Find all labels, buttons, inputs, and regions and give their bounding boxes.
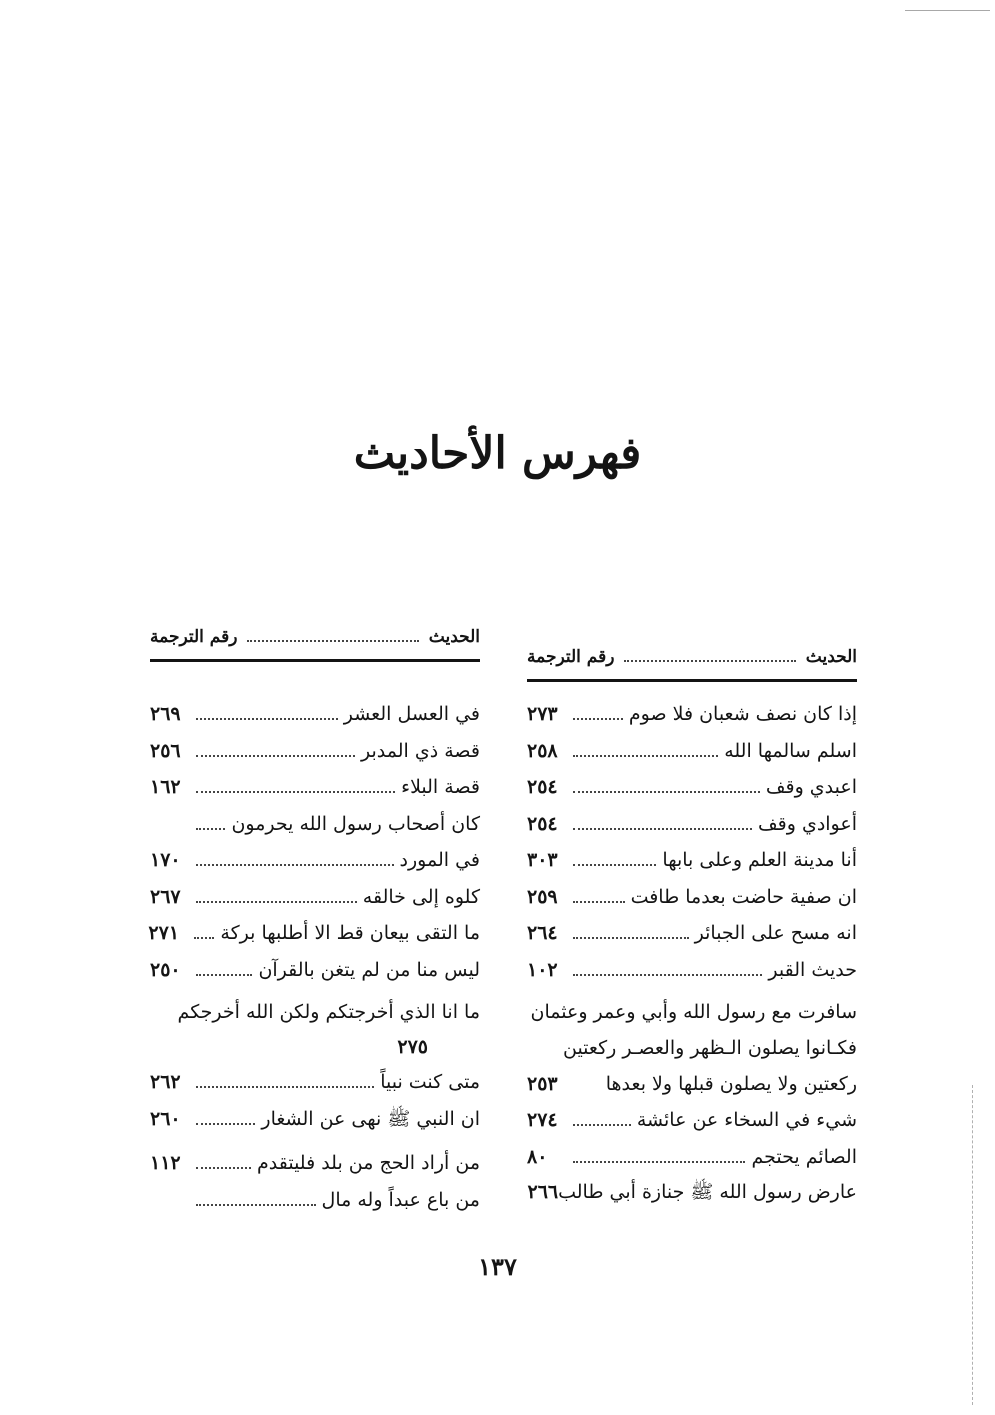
leader-dots [196, 712, 338, 720]
entry-text: انه مسح على الجبائر [694, 922, 857, 944]
multi-line-entry [150, 994, 480, 1064]
leader-dots [624, 652, 795, 662]
column-header [150, 615, 480, 659]
scan-edge-line [905, 10, 990, 11]
scan-edge-line [972, 1085, 973, 1405]
leader-dots [196, 858, 394, 866]
entry-text: فكـانوا يصلون الـظهر والعصـر ركعتين [562, 1037, 857, 1059]
leader-dots [573, 712, 623, 720]
entry-text: سافرت مع رسول الله وأبي وعمر وعثمان [530, 1001, 857, 1023]
list-item [527, 915, 857, 952]
entry-number: ٢٦٦ [527, 1181, 559, 1203]
entry-text: أعوادي وقف [757, 812, 857, 835]
entry-text: كلوه إلى خالقه [362, 885, 480, 908]
entry-text: قصة البلاء [401, 776, 480, 798]
list-item [527, 1139, 857, 1176]
entry-text: في المورد [399, 849, 480, 871]
entry-list [527, 696, 857, 988]
entry-text: قصة ذي المدبر [361, 739, 480, 762]
entry-text: إذا كان نصف شعبان فلا صوم [628, 703, 857, 725]
entry-number: ١٦٢ [150, 776, 181, 798]
entry-text: حديث القبر [768, 958, 857, 981]
leader-dots [573, 858, 656, 866]
hadith-header-label: الحديث [805, 647, 857, 667]
entry-number: ٢٦٤ [527, 922, 558, 944]
leader-dots [196, 785, 395, 793]
list-item [527, 1175, 857, 1209]
multi-line-entry [527, 994, 857, 1102]
entry-line [527, 994, 857, 1030]
leader-dots [573, 785, 760, 793]
entry-number: ٢٦٧ [150, 885, 181, 908]
entry-text: كان أصحاب رسول الله يحرمون [231, 812, 480, 835]
entry-text: الصائم يحتجم [751, 1145, 857, 1168]
list-item [150, 696, 480, 733]
leader-dots [196, 1117, 255, 1125]
list-item [527, 733, 857, 770]
leader-dots [573, 1155, 745, 1163]
list-item [150, 1182, 480, 1219]
list-item [527, 952, 857, 989]
list-item [527, 879, 857, 916]
entry-number: ٢٥٤ [527, 776, 558, 798]
entry-number: ٢٥٨ [527, 739, 558, 762]
leader-dots [196, 749, 355, 757]
entry-text: ليس منا من لم يتغن بالقرآن [258, 958, 480, 981]
entry-number: ٢٦٩ [150, 703, 181, 725]
leader-dots [196, 1198, 316, 1206]
entry-number: ١١٢ [150, 1152, 181, 1174]
entry-number: ٢٦٠ [150, 1107, 181, 1130]
entry-line [527, 1030, 857, 1066]
list-item [527, 842, 857, 879]
leader-dots [196, 968, 252, 976]
list-item [150, 842, 480, 879]
leader-dots [573, 749, 718, 757]
leader-dots [573, 895, 625, 903]
entry-text: من أراد الحج من بلد فليتقدم [256, 1152, 480, 1174]
list-item [150, 915, 480, 952]
list-item [150, 1064, 480, 1101]
entry-text: ان النبي ﷺ نهى عن الشغار [261, 1107, 480, 1130]
list-item [150, 879, 480, 916]
list-item [150, 806, 480, 843]
entry-text: ركعتين ولا يصلون قبلها ولا بعدها [605, 1073, 857, 1095]
list-item [150, 769, 480, 806]
entry-number: ٢٧٥ [397, 1036, 428, 1058]
list-item [150, 952, 480, 989]
index-column-left [150, 615, 480, 1218]
entry-number: ٢٧٤ [527, 1109, 558, 1131]
page-title: فهرس الأحاديث [353, 428, 642, 479]
hadith-header-label: الحديث [428, 627, 480, 647]
entry-number: ٢٥٠ [150, 958, 181, 981]
entry-text: اسلم سالمها الله [724, 739, 857, 762]
entry-number: ١٧٠ [150, 849, 181, 871]
leader-dots [573, 931, 689, 939]
list-item [527, 1102, 857, 1139]
entry-number: ٨٠ [527, 1145, 548, 1168]
entry-number: ٢٥٦ [150, 739, 181, 762]
number-header-label: رقم الترجمة [150, 627, 238, 647]
leader-dots [247, 632, 418, 642]
entry-number: ١٠٢ [527, 958, 558, 981]
number-header-label: رقم الترجمة [527, 647, 615, 667]
entry-number: ٣٠٣ [527, 849, 558, 871]
entry-number: ٢٦٢ [150, 1071, 181, 1093]
list-item [150, 1101, 480, 1138]
list-item [150, 733, 480, 770]
entry-number: ٢٧١ [148, 922, 180, 944]
leader-dots [194, 931, 214, 939]
entry-text: ما انا الذي أخرجتكم ولكن الله أخرجكم [177, 1001, 480, 1023]
entry-number: ٢٥٤ [527, 812, 558, 835]
leader-dots [196, 1080, 374, 1088]
column-header [527, 635, 857, 679]
entry-text: من باع عبداً وله مال [321, 1188, 480, 1211]
list-item [527, 769, 857, 806]
header-rule [527, 679, 857, 682]
entry-text: أنا مدينة العلم وعلى بابها [662, 849, 857, 871]
entry-number: ٢٧٣ [527, 703, 558, 725]
entry-text: في العسل العشر [343, 703, 480, 725]
index-column-right [527, 635, 857, 1209]
leader-dots [573, 968, 762, 976]
leader-dots [196, 895, 357, 903]
header-rule [150, 659, 480, 662]
entry-line [527, 1066, 857, 1102]
entry-line [150, 994, 480, 1030]
entry-list [527, 1102, 857, 1175]
list-item [527, 806, 857, 843]
entry-text: شيء في السخاء عن عائشة [636, 1109, 857, 1131]
entry-text: ما التقى بيعان قط الا أطلبها بركة [220, 922, 480, 944]
list-item [527, 696, 857, 733]
entry-number: ٢٥٩ [527, 885, 558, 908]
entry-text: متى كنت نبياً [380, 1071, 480, 1093]
entry-text: عارض رسول الله ﷺ جنازة أبي طالب [558, 1181, 857, 1203]
leader-dots [573, 1118, 631, 1126]
entry-text: ان صفية حاضت بعدما طافت [630, 885, 857, 908]
entry-number: ٢٥٣ [527, 1073, 558, 1095]
list-item [150, 1145, 480, 1182]
leader-dots [196, 822, 225, 830]
entry-text: اعبدي وقف [765, 776, 857, 798]
leader-dots [196, 1161, 251, 1169]
entry-list [150, 1064, 480, 1218]
entry-list [150, 696, 480, 988]
leader-dots [573, 822, 752, 830]
page-number: ١٣٧ [478, 1252, 517, 1281]
